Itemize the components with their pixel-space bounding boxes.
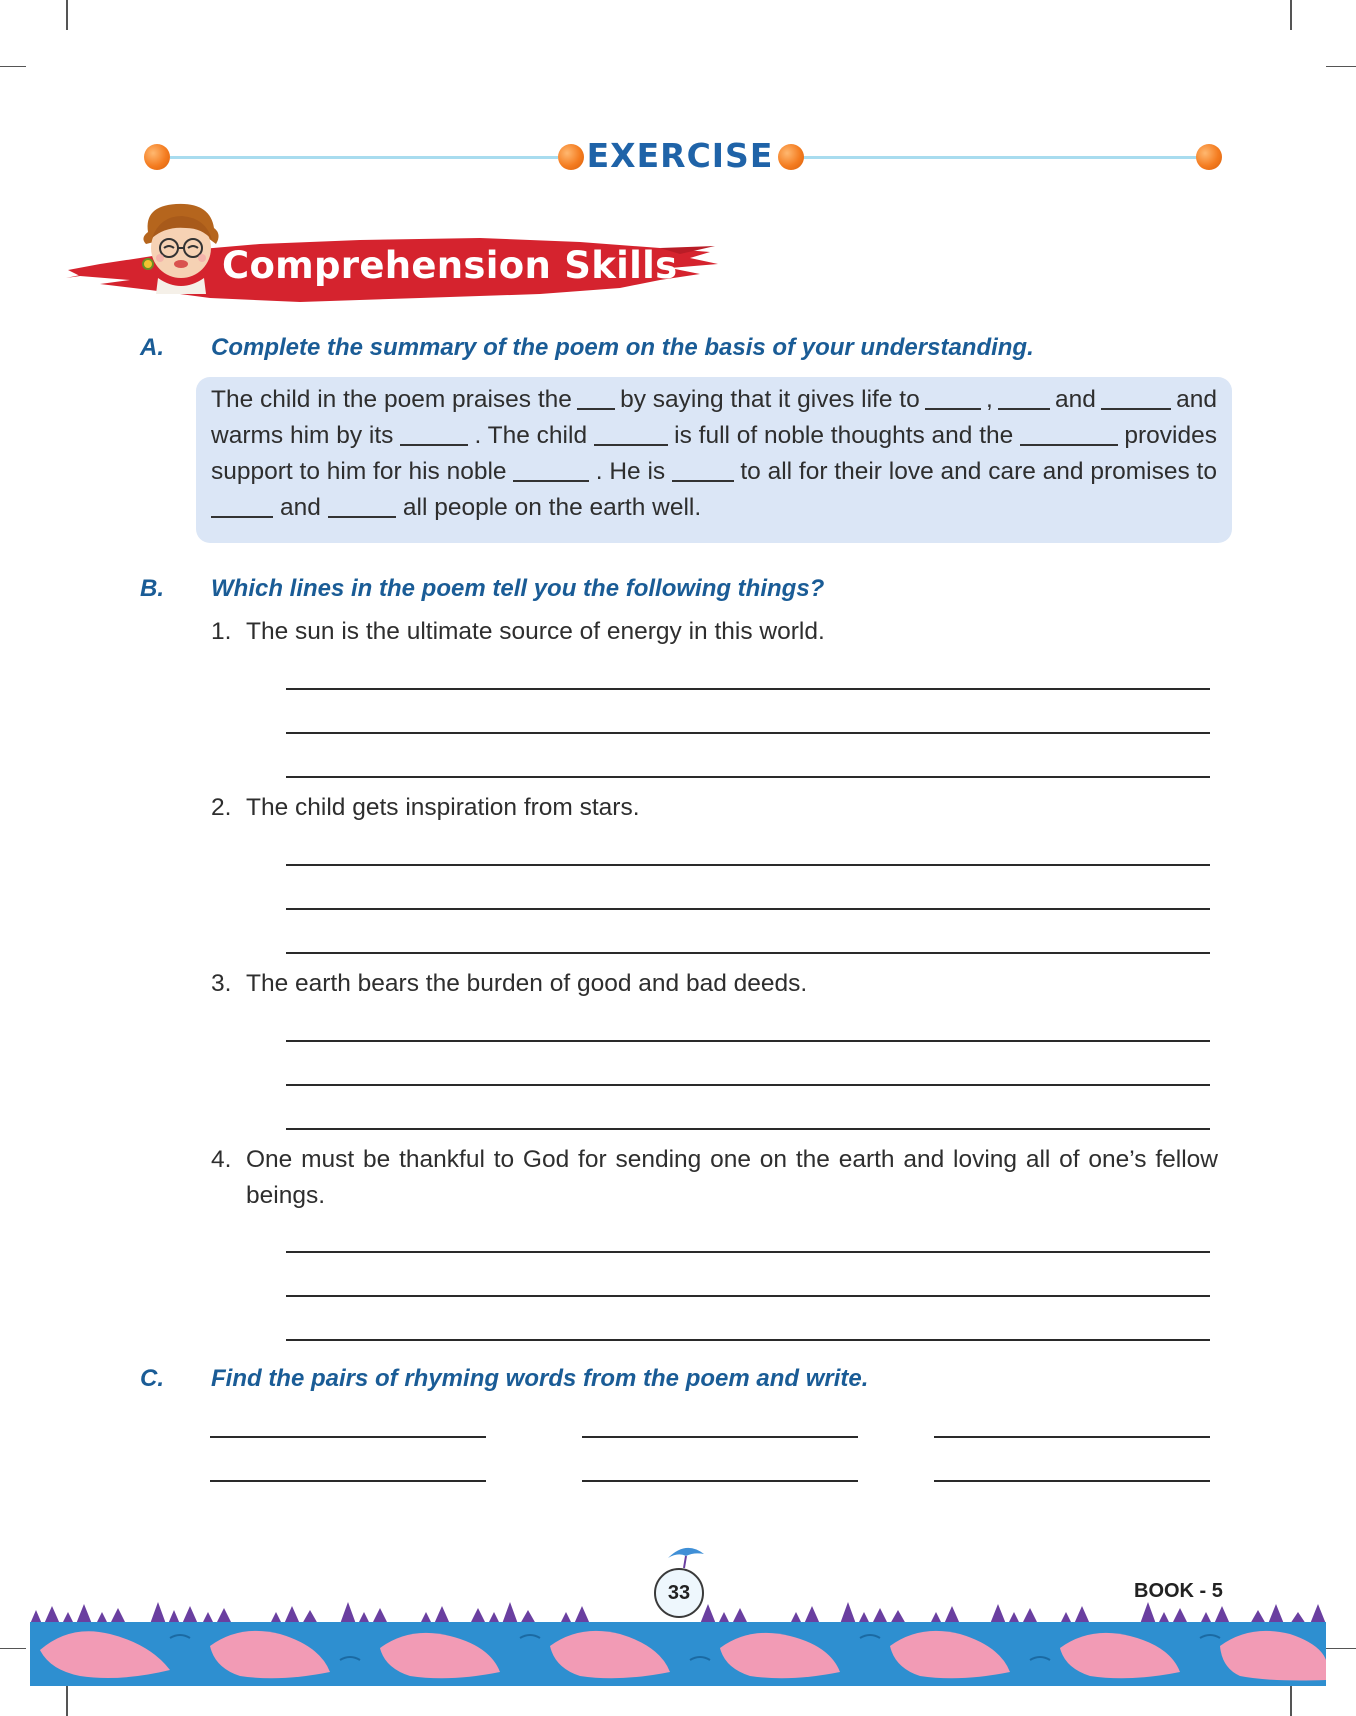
umbrella-icon bbox=[664, 1540, 708, 1570]
blank-field[interactable] bbox=[925, 386, 981, 410]
answer-line[interactable] bbox=[286, 1251, 1210, 1253]
item-text: The child gets inspiration from stars. bbox=[246, 794, 640, 821]
blank-field[interactable] bbox=[400, 422, 468, 446]
summary-line-3 bbox=[211, 458, 1217, 486]
summary-text: The child in the poem praises the bbox=[211, 386, 572, 413]
rhyme-answer-line[interactable] bbox=[210, 1436, 486, 1438]
item-number: 4. bbox=[211, 1146, 232, 1173]
summary-text: and bbox=[280, 494, 321, 521]
item-text: One must be thankful to God for sending one on the earth and loving all of one’s fellow beings. bbox=[246, 1146, 1218, 1209]
exercise-title: EXERCISE bbox=[586, 136, 774, 175]
blank-field[interactable] bbox=[513, 458, 589, 482]
rhyme-answer-line[interactable] bbox=[582, 1436, 858, 1438]
answer-line[interactable] bbox=[286, 1040, 1210, 1042]
blank-field[interactable] bbox=[672, 458, 734, 482]
summary-line-2 bbox=[211, 422, 1217, 450]
blank-field[interactable] bbox=[328, 494, 396, 518]
item-number: 3. bbox=[211, 970, 232, 997]
section-b-instruction: Which lines in the poem tell you the following things? bbox=[211, 575, 825, 602]
section-a-letter: A. bbox=[140, 334, 164, 361]
rhyme-answer-line[interactable] bbox=[210, 1480, 486, 1482]
answer-line[interactable] bbox=[286, 688, 1210, 690]
blank-field[interactable] bbox=[1101, 386, 1171, 410]
answer-line[interactable] bbox=[286, 908, 1210, 910]
crop-mark bbox=[0, 66, 26, 67]
crop-mark bbox=[66, 0, 68, 30]
crop-mark bbox=[66, 1686, 68, 1716]
crop-mark bbox=[1326, 66, 1356, 67]
summary-text: , bbox=[985, 386, 993, 413]
item-text: The sun is the ultimate source of energy in this world. bbox=[246, 618, 825, 645]
rhyme-answer-line[interactable] bbox=[934, 1480, 1210, 1482]
answer-line[interactable] bbox=[286, 1295, 1210, 1297]
section-c-instruction: Find the pairs of rhyming words from the poem and write. bbox=[211, 1365, 869, 1392]
summary-text: . He is bbox=[595, 458, 666, 485]
section-title: Comprehension Skills bbox=[222, 244, 678, 287]
summary-text: by saying that it gives life to bbox=[620, 386, 920, 413]
summary-text: is full of noble thoughts and the bbox=[674, 422, 1014, 449]
crop-mark bbox=[1290, 0, 1292, 30]
orange-dot-icon bbox=[1196, 144, 1222, 170]
answer-line[interactable] bbox=[286, 952, 1210, 954]
summary-text: and bbox=[1176, 386, 1217, 413]
section-a-instruction: Complete the summary of the poem on the basis of your understanding. bbox=[211, 334, 1034, 361]
blank-field[interactable] bbox=[1020, 422, 1118, 446]
blank-field[interactable] bbox=[594, 422, 668, 446]
item-number: 2. bbox=[211, 794, 232, 821]
summary-text: to all for their love and care and promises to bbox=[740, 458, 1217, 485]
section-b-letter: B. bbox=[140, 575, 164, 602]
child-mascot-icon bbox=[136, 198, 226, 294]
summary-text: and bbox=[1054, 386, 1096, 413]
answer-line[interactable] bbox=[286, 1339, 1210, 1341]
answer-line[interactable] bbox=[286, 1084, 1210, 1086]
header-rule-right bbox=[800, 156, 1200, 159]
blank-field[interactable] bbox=[211, 494, 273, 518]
summary-text: support to him for his noble bbox=[211, 458, 507, 485]
answer-line[interactable] bbox=[286, 776, 1210, 778]
answer-line[interactable] bbox=[286, 732, 1210, 734]
item-number: 1. bbox=[211, 618, 232, 645]
orange-dot-icon bbox=[144, 144, 170, 170]
section-c-letter: C. bbox=[140, 1365, 164, 1392]
summary-text: warms him by its bbox=[211, 422, 394, 449]
summary-line-1 bbox=[211, 386, 1217, 414]
summary-line-4 bbox=[211, 494, 1217, 522]
page-number: 33 bbox=[654, 1568, 704, 1618]
summary-text: provides bbox=[1124, 422, 1217, 449]
item-text: The earth bears the burden of good and bad deeds. bbox=[246, 970, 808, 997]
summary-text: all people on the earth well. bbox=[402, 494, 702, 521]
answer-line[interactable] bbox=[286, 1128, 1210, 1130]
book-label: BOOK - 5 bbox=[1134, 1580, 1223, 1602]
rhyme-answer-line[interactable] bbox=[582, 1480, 858, 1482]
answer-line[interactable] bbox=[286, 864, 1210, 866]
blank-field[interactable] bbox=[577, 386, 615, 410]
rhyme-answer-line[interactable] bbox=[934, 1436, 1210, 1438]
summary-text: . The child bbox=[474, 422, 588, 449]
crop-mark bbox=[1290, 1686, 1292, 1716]
blank-field[interactable] bbox=[998, 386, 1050, 410]
header-rule-left bbox=[170, 156, 558, 159]
